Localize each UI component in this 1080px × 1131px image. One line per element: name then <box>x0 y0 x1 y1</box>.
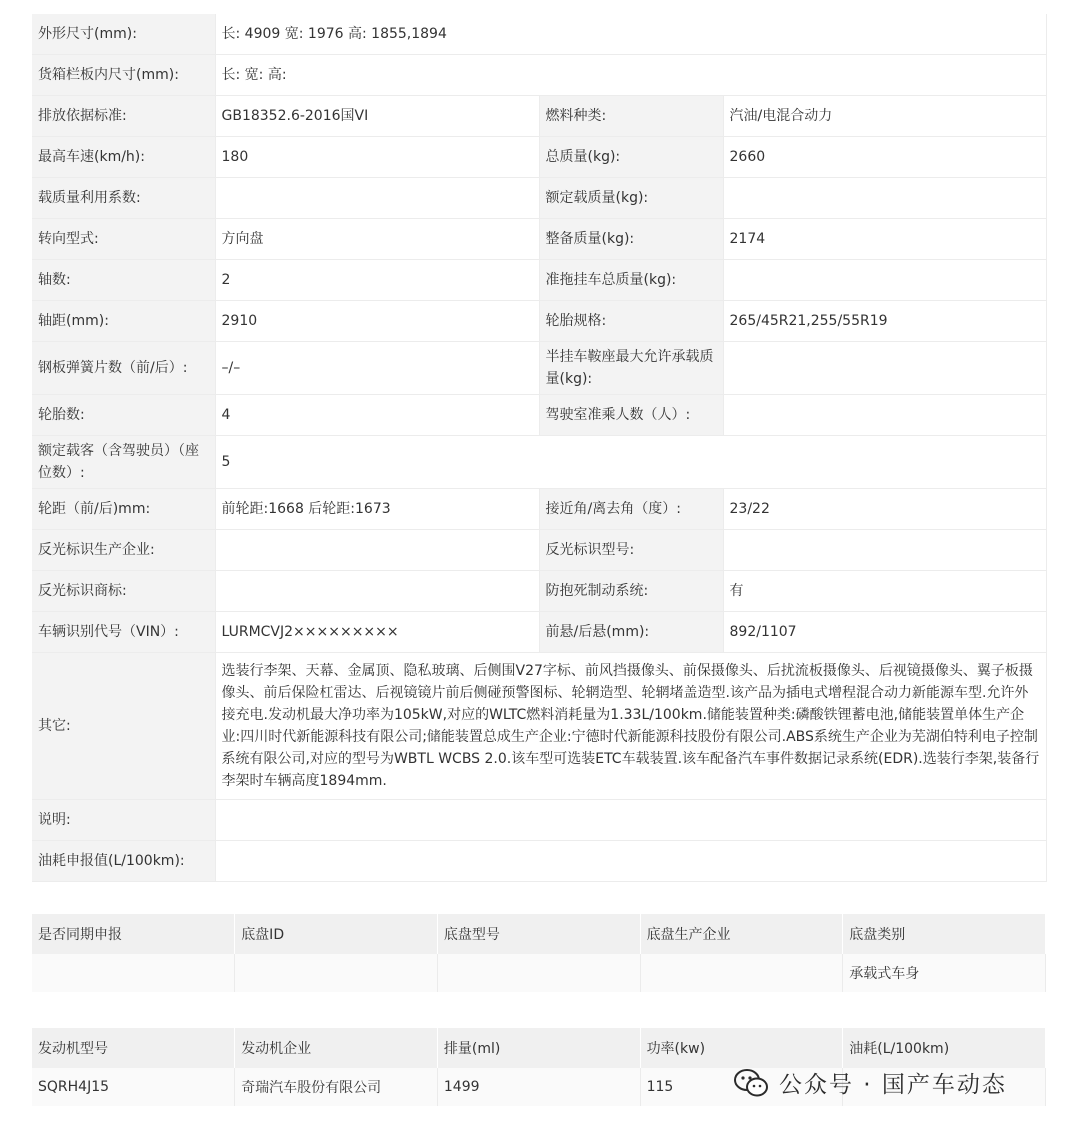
spec-value <box>215 800 1046 841</box>
chassis-header: 是否同期申报 <box>32 914 235 954</box>
spec-label: 反光标识型号: <box>539 530 723 571</box>
spec-label: 说明: <box>32 800 215 841</box>
spec-value <box>723 530 1046 571</box>
spec-row <box>32 530 1046 571</box>
spec-label: 防抱死制动系统: <box>539 571 723 612</box>
spec-value <box>723 342 1046 395</box>
spec-row <box>32 571 1046 612</box>
spec-label: 反光标识生产企业: <box>32 530 215 571</box>
spec-value <box>723 260 1046 301</box>
spec-row <box>32 178 1046 219</box>
spec-value: 长: 宽: 高: <box>215 55 1046 96</box>
chassis-table <box>32 914 1046 992</box>
spec-row <box>32 841 1046 882</box>
engine-header: 油耗(L/100km) <box>843 1028 1046 1068</box>
spec-value: 2910 <box>215 301 539 342</box>
spec-label: 轮胎数: <box>32 395 215 436</box>
spec-label: 轮胎规格: <box>539 301 723 342</box>
spec-label: 反光标识商标: <box>32 571 215 612</box>
spec-value: 方向盘 <box>215 219 539 260</box>
engine-cell: SQRH4J15 <box>32 1068 235 1106</box>
watermark <box>733 1066 1007 1099</box>
watermark-text: 公众号 · 国产车动态 <box>779 1072 1007 1098</box>
engine-header: 发动机企业 <box>235 1028 438 1068</box>
spec-value: –/– <box>215 342 539 395</box>
engine-cell: 1499 <box>437 1068 640 1106</box>
spec-value <box>723 178 1046 219</box>
spec-value: 长: 4909 宽: 1976 高: 1855,1894 <box>215 14 1046 55</box>
spec-row <box>32 612 1046 653</box>
spec-label: 车辆识别代号（VIN）: <box>32 612 215 653</box>
chassis-header: 底盘ID <box>235 914 438 954</box>
spec-value: 265/45R21,255/55R19 <box>723 301 1046 342</box>
wechat-icon <box>733 1068 769 1098</box>
spec-label: 整备质量(kg): <box>539 219 723 260</box>
spec-value: 23/22 <box>723 489 1046 530</box>
spec-value <box>215 178 539 219</box>
spec-value: 汽油/电混合动力 <box>723 96 1046 137</box>
spec-row <box>32 260 1046 301</box>
spec-row <box>32 489 1046 530</box>
spec-label: 额定载质量(kg): <box>539 178 723 219</box>
chassis-row <box>32 954 1046 992</box>
engine-cell: 115 <box>640 1068 843 1106</box>
spec-value: 2174 <box>723 219 1046 260</box>
spec-row <box>32 342 1046 395</box>
engine-header-row <box>32 1028 1046 1068</box>
spec-label: 其它: <box>32 653 215 800</box>
spec-row <box>32 137 1046 178</box>
spec-label: 最高车速(km/h): <box>32 137 215 178</box>
spec-row <box>32 55 1046 96</box>
spec-label: 排放依据标准: <box>32 96 215 137</box>
spec-label: 接近角/离去角（度）: <box>539 489 723 530</box>
spec-label: 驾驶室准乘人数（人）: <box>539 395 723 436</box>
spec-label: 半挂车鞍座最大允许承载质量(kg): <box>539 342 723 395</box>
spec-value: 180 <box>215 137 539 178</box>
chassis-cell <box>437 954 640 992</box>
spec-value: LURMCVJ2××××××××× <box>215 612 539 653</box>
chassis-cell <box>235 954 438 992</box>
spec-value: 892/1107 <box>723 612 1046 653</box>
spec-row <box>32 96 1046 137</box>
spec-label: 载质量利用系数: <box>32 178 215 219</box>
spec-value: 2660 <box>723 137 1046 178</box>
spec-row <box>32 395 1046 436</box>
spec-row <box>32 219 1046 260</box>
spec-label: 轴数: <box>32 260 215 301</box>
spec-label: 前悬/后悬(mm): <box>539 612 723 653</box>
spec-value <box>215 841 1046 882</box>
chassis-header: 底盘类别 <box>843 914 1046 954</box>
spec-label: 油耗申报值(L/100km): <box>32 841 215 882</box>
spec-row <box>32 800 1046 841</box>
spec-value: 5 <box>215 436 1046 489</box>
spec-label: 货箱栏板内尺寸(mm): <box>32 55 215 96</box>
chassis-header-row <box>32 914 1046 954</box>
spec-label: 总质量(kg): <box>539 137 723 178</box>
spec-row <box>32 14 1046 55</box>
spec-value <box>215 530 539 571</box>
spec-value <box>215 571 539 612</box>
spec-label: 转向型式: <box>32 219 215 260</box>
spec-value: GB18352.6-2016国VI <box>215 96 539 137</box>
spec-label: 外形尺寸(mm): <box>32 14 215 55</box>
engine-cell: 奇瑞汽车股份有限公司 <box>235 1068 438 1106</box>
spec-label: 钢板弹簧片数（前/后）: <box>32 342 215 395</box>
spec-row <box>32 301 1046 342</box>
chassis-cell <box>640 954 843 992</box>
spec-value: 前轮距:1668 后轮距:1673 <box>215 489 539 530</box>
chassis-header: 底盘型号 <box>437 914 640 954</box>
chassis-cell <box>32 954 235 992</box>
spec-value: 2 <box>215 260 539 301</box>
spec-row <box>32 653 1046 800</box>
spec-label: 燃料种类: <box>539 96 723 137</box>
engine-header: 发动机型号 <box>32 1028 235 1068</box>
spec-value: 有 <box>723 571 1046 612</box>
spec-value: 4 <box>215 395 539 436</box>
chassis-cell: 承载式车身 <box>843 954 1046 992</box>
chassis-header: 底盘生产企业 <box>640 914 843 954</box>
engine-header: 功率(kw) <box>640 1028 843 1068</box>
spec-row <box>32 436 1046 489</box>
spec-value <box>723 395 1046 436</box>
vehicle-spec-table <box>32 14 1047 882</box>
spec-label: 准拖挂车总质量(kg): <box>539 260 723 301</box>
spec-label: 额定载客（含驾驶员）（座位数）: <box>32 436 215 489</box>
engine-header: 排量(ml) <box>437 1028 640 1068</box>
spec-other-text: 选装行李架、天幕、金属顶、隐私玻璃、后侧围V27字标、前风挡摄像头、前保摄像头、后扰流板摄像头、后视镜摄像头、翼子板摄像头、前后保险杠雷达、后视镜镜片前后侧碰预警图标、轮辋造型、轮辋堵盖造型.该产品为插电式增程混合动力新能源车型.允许外接充电.发动机最大净功率为105kW,对应的WLTC燃料消耗量为1.33L/100km.储能装置种类:磷酸铁锂蓄电池,储能装置单体生产企业:四川时代新能源科技有限公司;储能装置总成生产企业:宁德时代新能源科技股份有限公司.ABS系统生产企业为芜湖伯特利电子控制系统有限公司,对应的型号为WBTL WCBS 2.0.该车型可选装ETC车载装置.该车配备汽车事件数据记录系统(EDR).选装行李架,装备行李架时车辆高度1894mm. <box>215 653 1046 800</box>
spec-label: 轴距(mm): <box>32 301 215 342</box>
spec-label: 轮距（前/后)mm: <box>32 489 215 530</box>
